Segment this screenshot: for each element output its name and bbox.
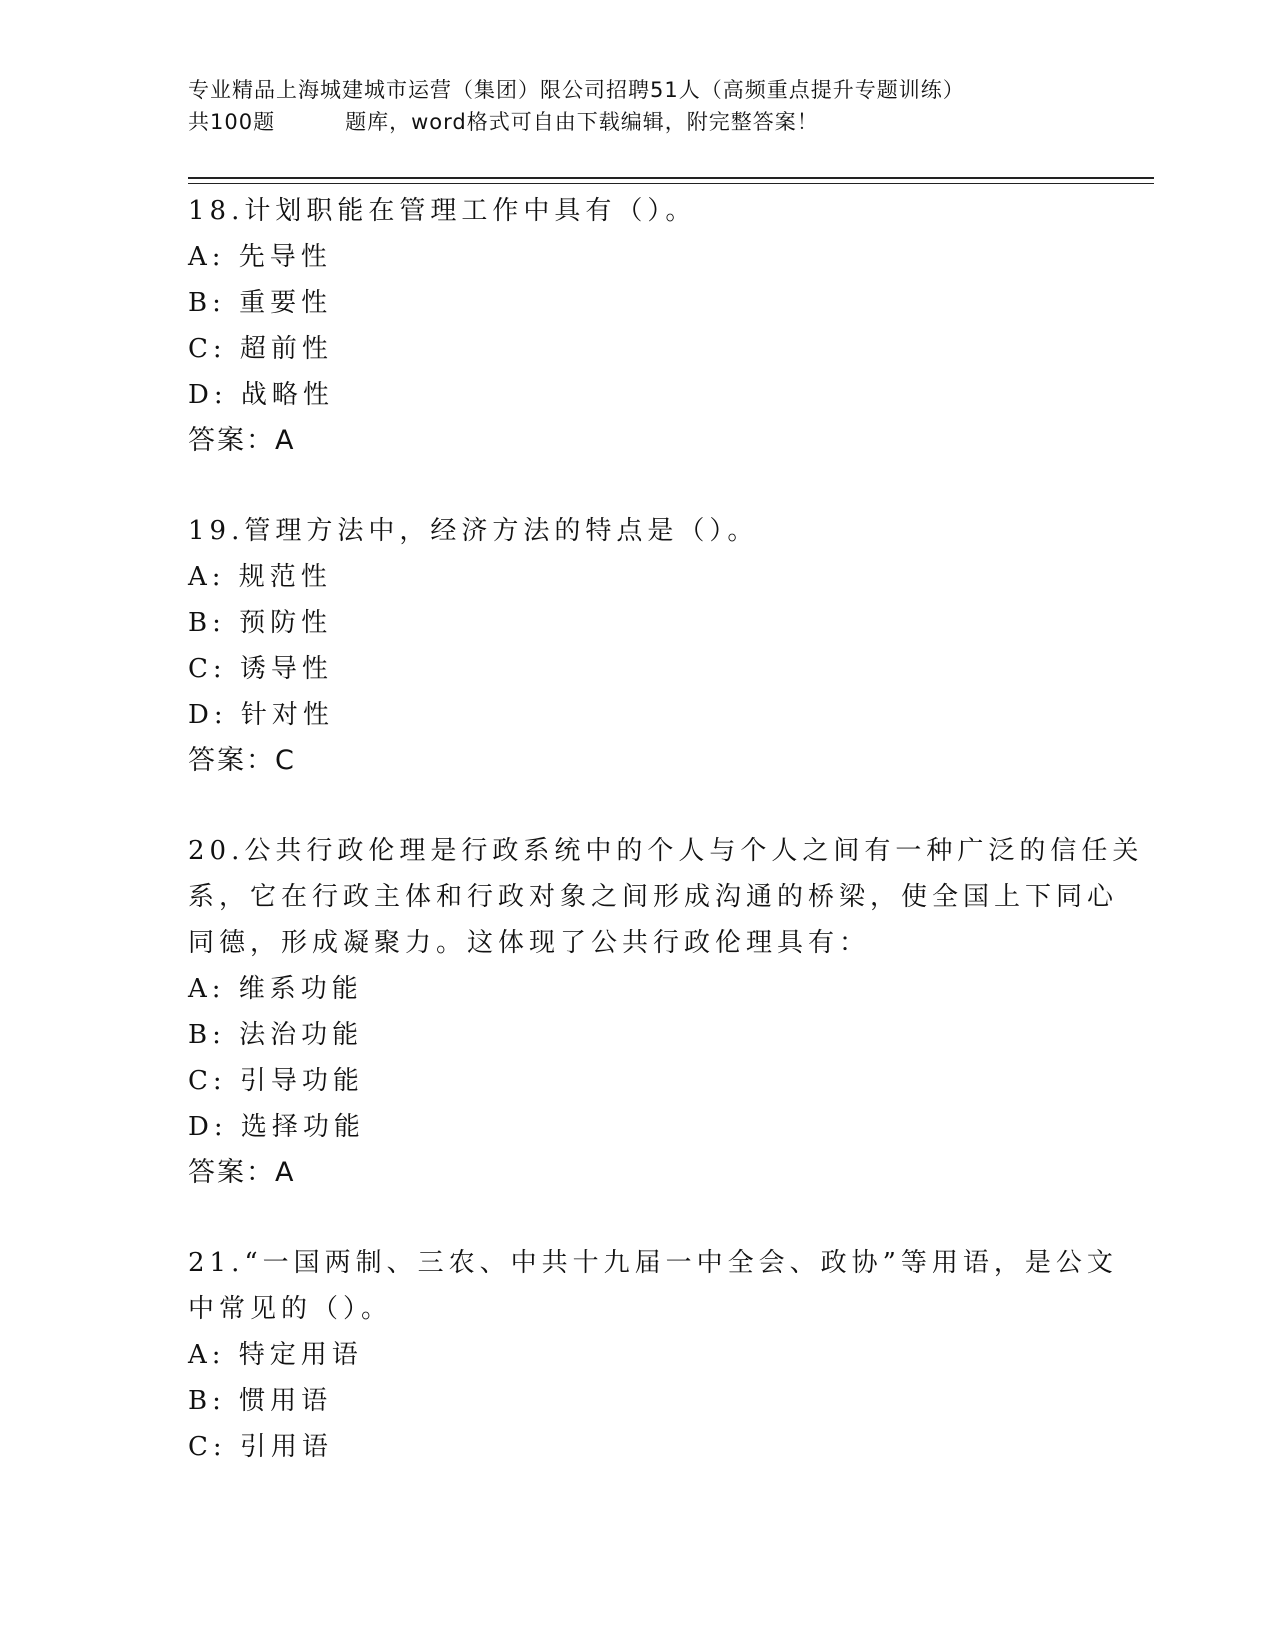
header-title-line: 专业精品上海城建城市运营（集团）限公司招聘51人（高频重点提升专题训练） [188,78,965,102]
question-stem-line: 21.“一国两制、三农、中共十九届一中全会、政协”等用语，是公文 [188,1248,1118,1278]
option-a: A: 规范性 [188,562,332,592]
question-stem-line: 18.计划职能在管理工作中具有（）。 [188,196,697,226]
option-c: C: 引导功能 [188,1066,364,1096]
header-divider-thick [188,177,1154,179]
header-divider-thin [188,183,1154,184]
question-item [188,1240,1118,1470]
option-d: D: 针对性 [188,700,334,730]
header-question-count: 共100题 [188,110,276,134]
question-stem-line: 同德，形成凝聚力。这体现了公共行政伦理具有： [188,928,871,958]
question-stem [188,188,1088,234]
option-a: A: 维系功能 [188,974,363,1004]
option-b: B: 法治功能 [188,1020,364,1050]
question-list [188,188,1144,1470]
option-a: A: 特定用语 [188,1340,363,1370]
question-item [188,828,1144,1196]
option-b: B: 重要性 [188,288,333,318]
answer-line: 答案：A [188,1157,296,1188]
header-subtitle-line [188,106,1088,138]
option-b: B: 预防性 [188,608,333,638]
option-d: D: 战略性 [188,380,334,410]
option-a: A: 先导性 [188,242,332,272]
header-description: 题库，word格式可自由下载编辑，附完整答案！ [345,110,819,134]
option-b: B: 惯用语 [188,1386,333,1416]
question-stem-line: 19.管理方法中，经济方法的特点是（）。 [188,516,759,546]
answer-line: 答案：A [188,425,296,456]
answer-line: 答案：C [188,745,296,776]
question-stem [188,1240,1118,1332]
question-stem [188,508,1088,554]
document-header [188,74,1088,138]
option-c: C: 引用语 [188,1432,333,1462]
option-c: C: 诱导性 [188,654,333,684]
question-stem-line: 中常见的（）。 [188,1294,393,1324]
question-stem-line: 20.公共行政伦理是行政系统中的个人与个人之间有一种广泛的信任关 [188,836,1144,866]
option-d: D: 选择功能 [188,1112,365,1142]
question-item [188,508,1088,784]
option-c: C: 超前性 [188,334,333,364]
question-item [188,188,1088,464]
question-stem-line: 系，它在行政主体和行政对象之间形成沟通的桥梁，使全国上下同心 [188,882,1119,912]
question-stem [188,828,1144,966]
